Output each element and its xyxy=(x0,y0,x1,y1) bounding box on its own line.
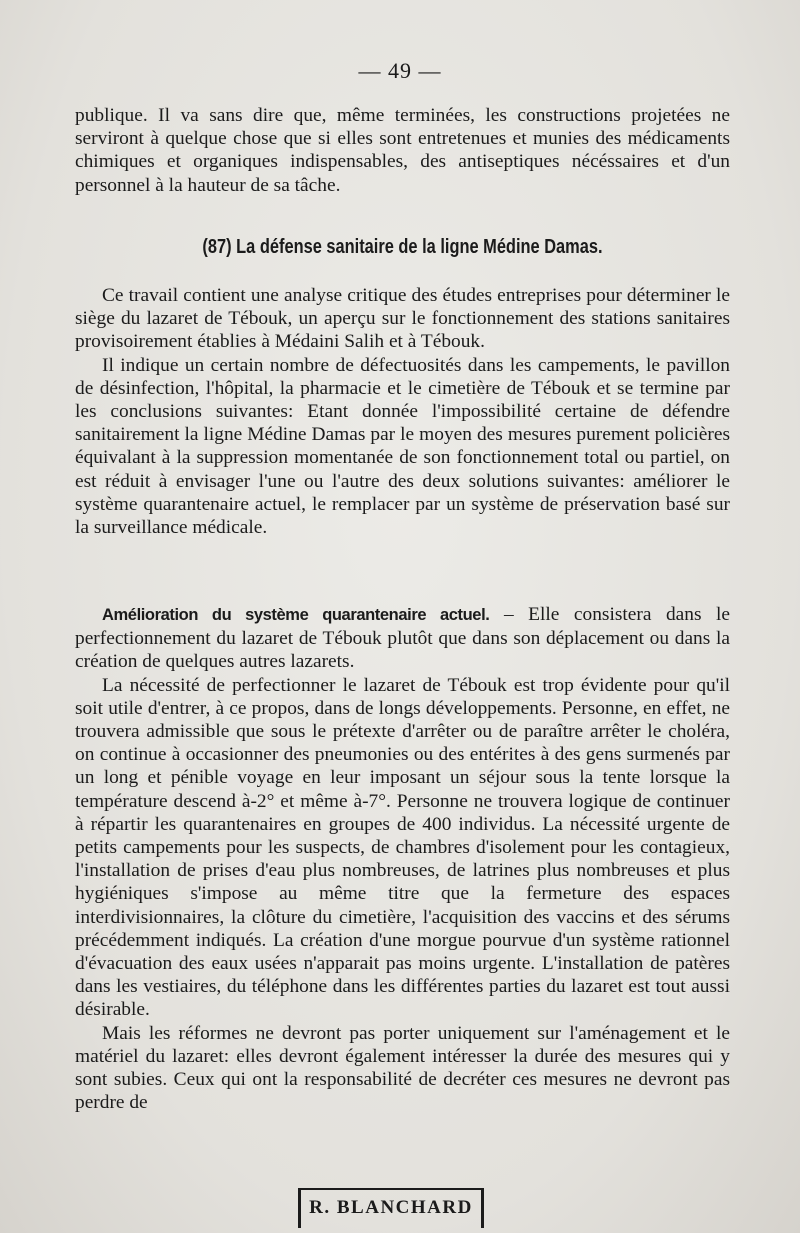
section-paragraph-2: Il indique un certain nombre de défectuosités dans les campements, le pavillon de désinfection, l'hôpital, la pharmacie et le cimetière de Tébouk et se termine par les conclusions suivantes: Etant donnée l'impossibilité certaine de défendre sanitairement la ligne Médine Damas par le moyen des mesures purement policières équivalant à la suppression momentanée de son fonctionnement total ou partiel, on est réduit à envisager l'une ou l'autre des deux solutions suivantes: améliorer le système quarantenaire actuel, le remplacer par un système de préservation basé sur la surveillance médicale. xyxy=(75,354,730,539)
section-paragraph-1: Ce travail contient une analyse critique des études entreprises pour déterminer le siège du lazaret de Tébouk, un aperçu sur le fonctionnement des stations sanitaires provisoirement établies à Médaini Salih et à Tébouk. xyxy=(75,285,730,353)
later-paragraph-2: Mais les réformes ne devront pas porter uniquement sur l'aménagement et le matériel du lazaret: elles devront également intéresser la durée des mesures qui y sont subies. Ceux qui ont la responsabilité de decréter ces mesures ne devront pas perdre de xyxy=(75,1022,730,1114)
later-paragraph-1: La nécessité de perfectionner le lazaret de Tébouk est trop évidente pour qu'il soit utile d'entrer, à ce propos, dans de longs développements. Personne, en effet, ne trouvera admissible que sous le prétexte d'arrêter ou de paraître arrêter le choléra, on continue à occasionner des pneumonies ou des entérites à des gens surmenés par un long et pénible voyage en leur imposant un séjour sous la tente lorsque la température descend à-2° et même à-7°. Personne ne trouvera logique de continuer à répartir les quarantenaires en groupes de 400 individus. La nécessité urgente de petits campements pour les suspects, de chambres d'isolement pour les contagieux, l'installation de prises d'eau plus nombreuses, de latrines plus nombreuses et plus hygiéniques s'impose au même titre que la fermeture des espaces interdivisionnaires, la clôture du cimetière, l'acquisition des vaccins et des sérums précédemment indiqués. La création d'une morgue pourvue d'un système rationnel d'évacuation des eaux usées n'apparait pas moins urgente. L'installation de patères dans les vestiaires, du téléphone dans les différentes parties du lazaret est tout aussi désirable. xyxy=(75,674,730,1021)
intro-block xyxy=(75,104,730,197)
subsection-lead-text: – Elle consistera dans le perfectionnement du lazaret de Tébouk plutôt que dans son déplacement ou dans la création de quelques autres lazarets. xyxy=(75,604,731,673)
subsection-heading: Amélioration du système quarantenaire actuel. xyxy=(102,606,490,624)
library-stamp: R. BLANCHARD xyxy=(298,1188,484,1228)
section-title: (87) La défense sanitaire de la ligne Médine Damas. xyxy=(202,236,603,258)
intro-paragraph: publique. Il va sans dire que, même terminées, les constructions projetées ne serviront à quelque chose que si elles sont entretenues et munies des médicaments chimiques et organiques indispensables, des antiseptiques nécéssaires et d'un personnel à la hauteur de sa tâche. xyxy=(75,105,730,196)
page-number: — 49 — xyxy=(358,58,442,83)
subsection-paragraph xyxy=(75,603,730,674)
section-body xyxy=(75,284,730,539)
subsection-body xyxy=(75,603,730,1114)
